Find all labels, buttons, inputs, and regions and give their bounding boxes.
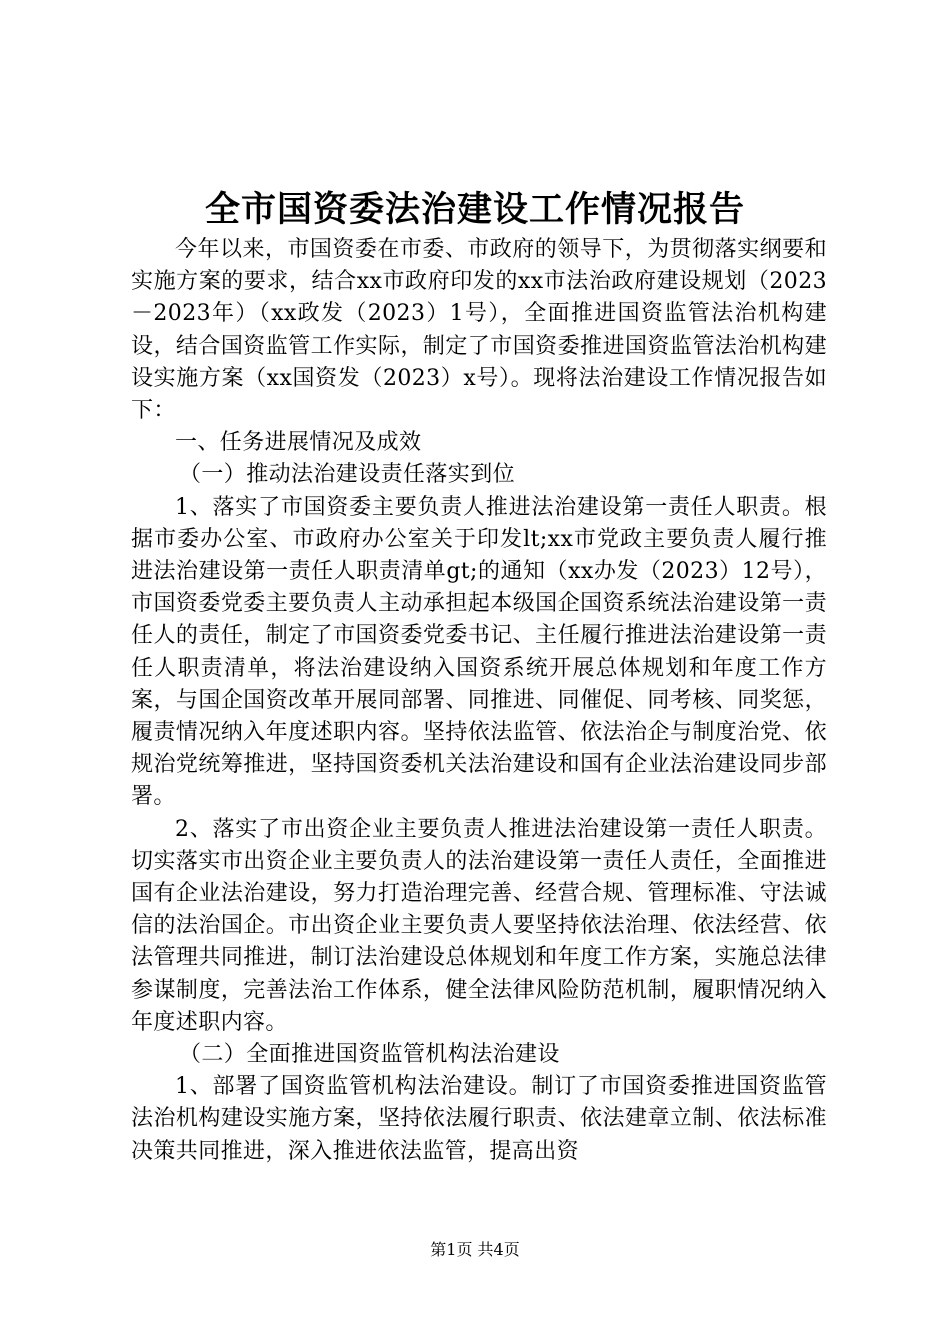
paragraph-1-2: 2、落实了市出资企业主要负责人推进法治建设第一责任人职责。切实落实市出资企业主要负责人的法治建设第一责任人责任，全面推进国有企业法治建设，努力打造治理完善、经营合规、管理标准、守法诚信的法治国企。市出资企业主要负责人要坚持依法治理、依法经营、依法管理共同推进，制订法治建设总体规划和年度工作方案，实施总法律参谋制度，完善法治工作体系，健全法律风险防范机制，履职情况纳入年度述职内容。 xyxy=(131,816,827,1035)
paragraph-2-1: 1、部署了国资监管机构法治建设。制订了市国资委推进国资监管法治机构建设实施方案，坚持依法履行职责、依法建章立制、依法标准决策共同推进，深入推进依法监管，提高出资 xyxy=(131,1074,827,1164)
document-body xyxy=(131,234,827,1168)
intro-paragraph: 今年以来，市国资委在市委、市政府的领导下，为贯彻落实纲要和实施方案的要求，结合xx市政府印发的xx市法治政府建设规划（2023－2023年）（xx政发（2023）1号），全面推进国资监管法治机构建设，结合国资监管工作实际，制定了市国资委推进国资监管法治机构建设实施方案（xx国资发（2023）x号）。现将法治建设工作情况报告如下： xyxy=(131,237,827,424)
section-heading-1: 一、任务进展情况及成效 xyxy=(175,430,422,456)
subsection-heading-1: （一）推动法治建设责任落实到位 xyxy=(179,462,516,488)
paragraph-1-1: 1、落实了市国资委主要负责人推进法治建设第一责任人职责。根据市委办公室、市政府办公室关于印发lt;xx市党政主要负责人履行推进法治建设第一责任人职责清单gt;的通知（xx办发（2023）12号），市国资委党委主要负责人主动承担起本级国企国资系统法治建设第一责任人的责任，制定了市国资委党委书记、主任履行推进法治建设第一责任人职责清单，将法治建设纳入国资系统开展总体规划和年度工作方案，与国企国资改革开展同部署、同推进、同催促、同考核、同奖惩，履责情况纳入年度述职内容。坚持依法监管、依法治企与制度治党、依规治党统筹推进，坚持国资委机关法治建设和国有企业法治建设同步部署。 xyxy=(131,494,827,810)
document-title: 全市国资委法治建设工作情况报告 xyxy=(204,190,745,230)
subsection-heading-2: （二）全面推进国资监管机构法治建设 xyxy=(179,1042,560,1068)
page-footer: 第1页 共4页 xyxy=(430,1240,520,1259)
